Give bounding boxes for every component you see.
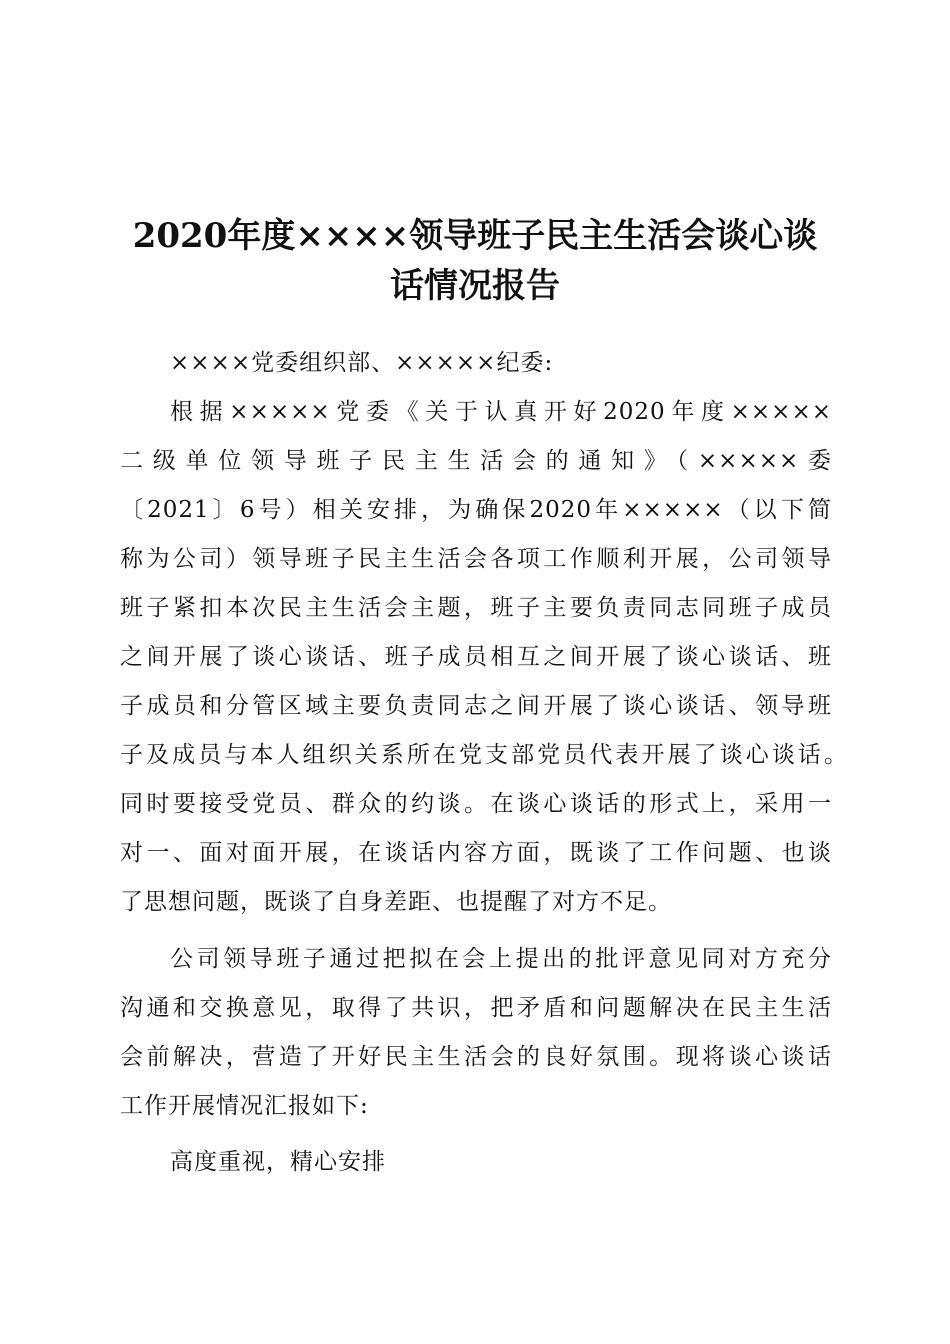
paragraph-2-line: 工作开展情况汇报如下: bbox=[120, 1093, 369, 1119]
paragraph-1-line: 同时要接受党员、群众的约谈。在谈心谈话的形式上，采用一 bbox=[120, 791, 832, 817]
paragraph-1-line: 称为公司）领导班子民主生活会各项工作顺利开展，公司领导 bbox=[120, 546, 832, 572]
paragraph-1-line: 子成员和分管区域主要负责同志之间开展了谈心谈话、领导班 bbox=[120, 693, 832, 719]
paragraph-2-line: 会前解决，营造了开好民主生活会的良好氛围。现将谈心谈话 bbox=[120, 1044, 832, 1070]
paragraph-2-line: 沟通和交换意见，取得了共识，把矛盾和问题解决在民主生活 bbox=[120, 995, 832, 1021]
salutation: ××××党委组织部、×××××纪委: bbox=[170, 350, 554, 376]
paragraph-1-line: 对一、面对面开展，在谈话内容方面，既谈了工作问题、也谈 bbox=[120, 840, 832, 866]
section-heading: 高度重视，精心安排 bbox=[170, 1149, 386, 1175]
paragraph-1-line: 根据×××××党委《关于认真开好2020年度××××× bbox=[170, 399, 832, 425]
paragraph-1-line: 了思想问题，既谈了自身差距、也提醒了对方不足。 bbox=[120, 889, 672, 915]
document-title-line-2: 话情况报告 bbox=[390, 266, 560, 306]
paragraph-1-line: 〔2021〕6号）相关安排，为确保2020年×××××（以下简 bbox=[120, 497, 832, 523]
paragraph-1-line: 子及成员与本人组织关系所在党支部党员代表开展了谈心谈话。 bbox=[120, 742, 848, 768]
paragraph-2-line: 公司领导班子通过把拟在会上提出的批评意见同对方充分 bbox=[170, 946, 832, 972]
paragraph-1-line: 二级单位领导班子民主生活会的通知》（×××××委 bbox=[120, 448, 832, 474]
paragraph-1-line: 班子紧扣本次民主生活会主题，班子主要负责同志同班子成员 bbox=[120, 595, 832, 621]
document-title-line-1: 2020年度××××领导班子民主生活会谈心谈 bbox=[132, 216, 818, 256]
paragraph-1-line: 之间开展了谈心谈话、班子成员相互之间开展了谈心谈话、班 bbox=[120, 644, 832, 670]
